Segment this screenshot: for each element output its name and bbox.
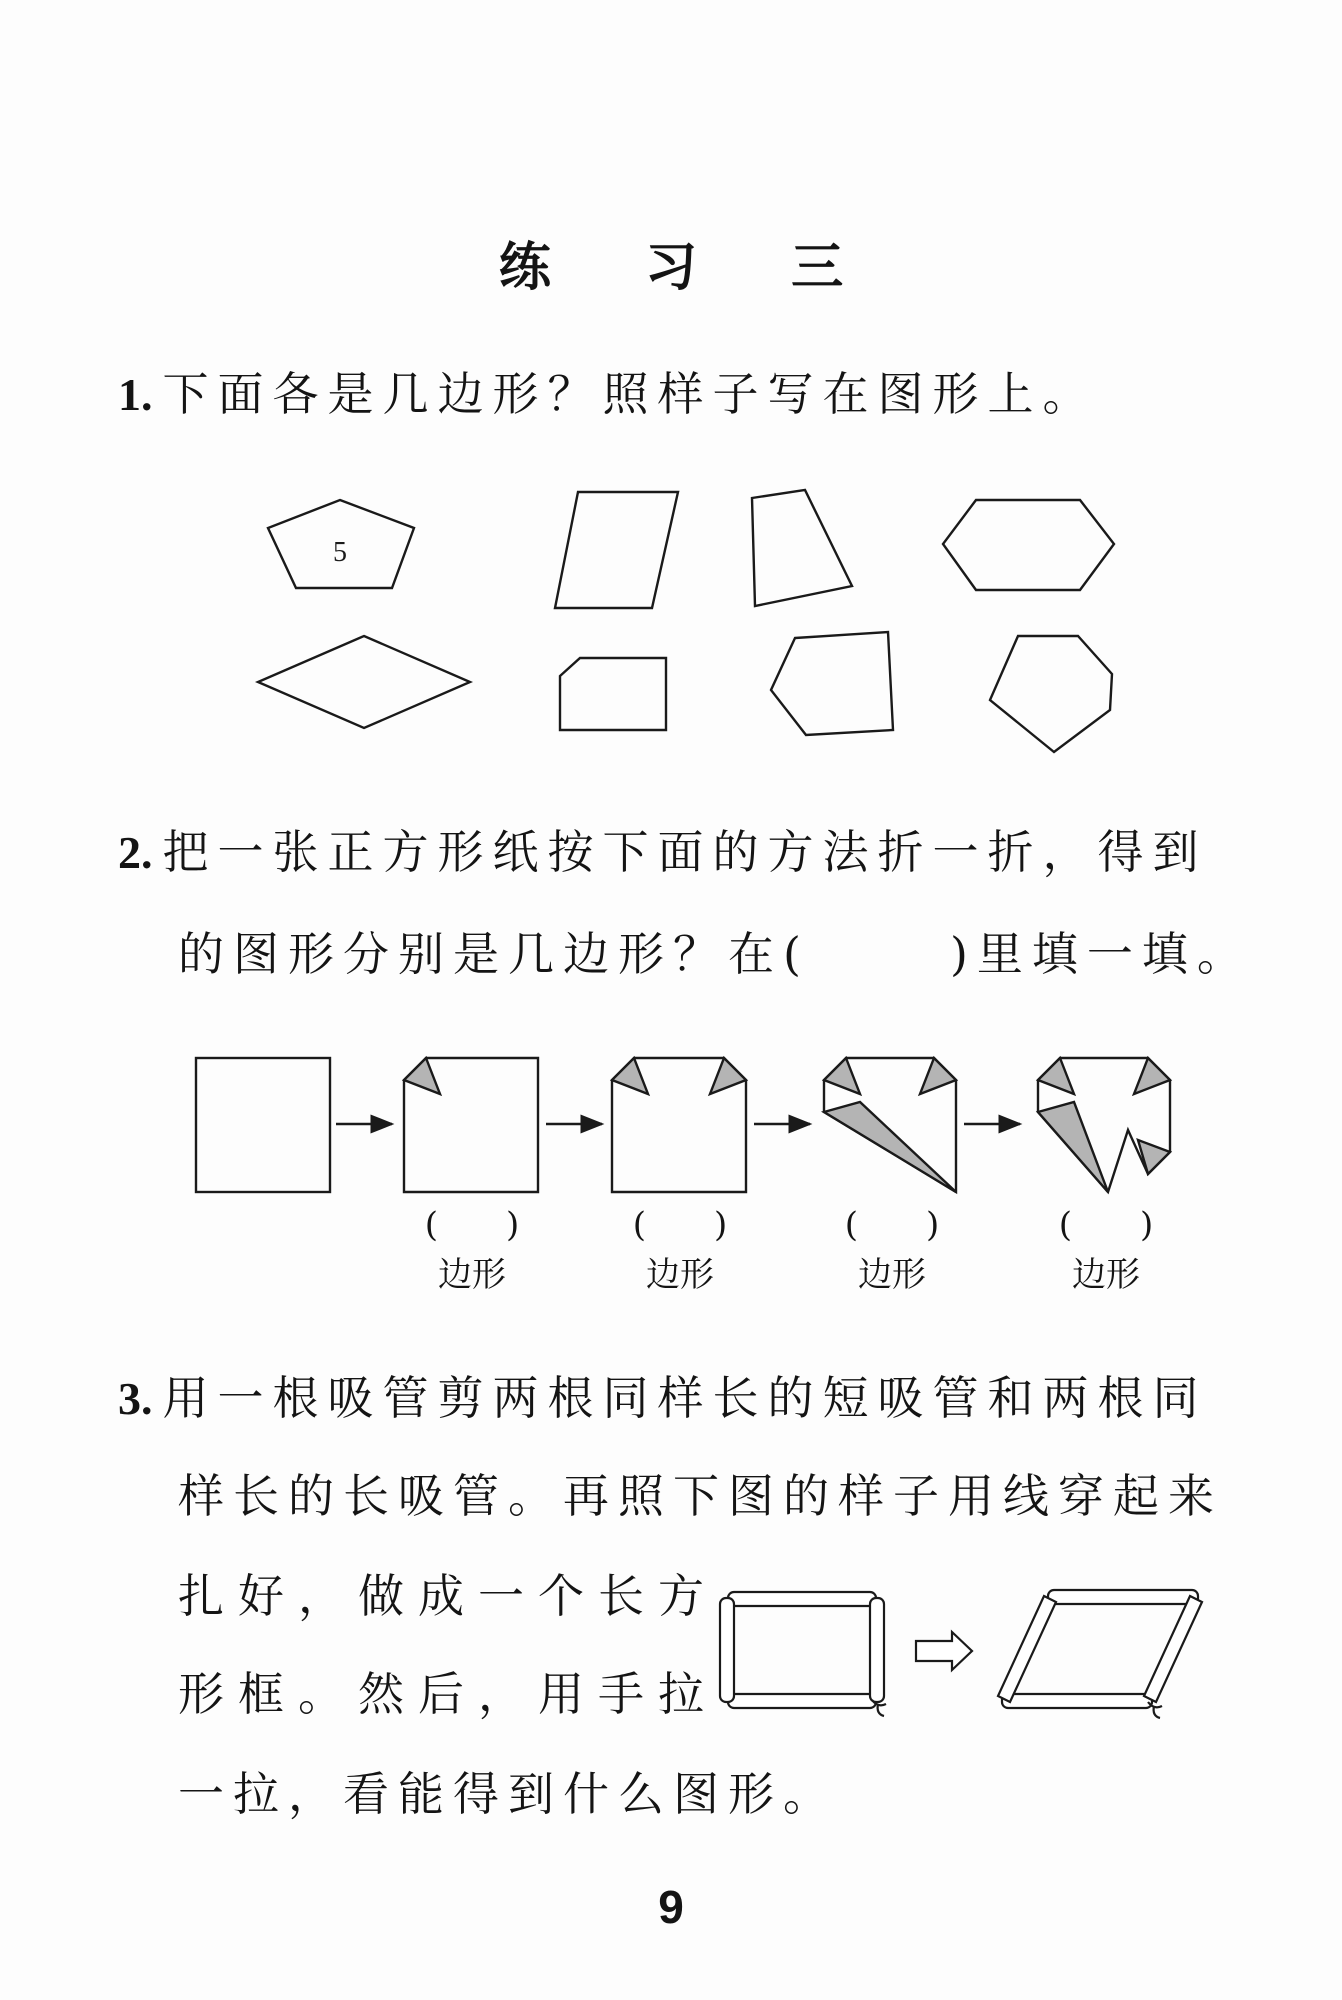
fold-step-2-unit: 边形 [438, 1255, 506, 1295]
hexagon-shape[interactable] [943, 500, 1114, 590]
q3-prompt-line5: 一拉，看能得到什么图形。 [178, 1767, 838, 1821]
fold-step-3-unit: 边形 [646, 1255, 714, 1295]
fold-step-5-unit: 边形 [1072, 1255, 1140, 1295]
q3-number: 3. [118, 1373, 153, 1424]
fold-step-5-caption [1036, 1200, 1176, 1300]
fold-step-1-square [196, 1058, 330, 1192]
fold-step-4-blank[interactable]: ( ) [844, 1205, 940, 1245]
irregular-hexagon-shape[interactable] [990, 636, 1112, 752]
page-title: 练 习 三 [498, 238, 882, 298]
pentagon-sample-label: 5 [333, 537, 347, 568]
fold-step-2-shape[interactable] [404, 1058, 538, 1192]
fold-step-5-blank[interactable]: ( ) [1058, 1205, 1154, 1245]
fold-step-4-caption [822, 1200, 962, 1300]
parallelogram-shape[interactable] [555, 492, 678, 608]
q1-prompt [118, 358, 1098, 424]
fold-step-4-shape[interactable] [824, 1058, 956, 1192]
q3-prompt-line4: 形框。然后，用手拉 [178, 1667, 718, 1721]
cut-corner-rectangle-shape[interactable] [560, 658, 666, 730]
fold-step-5-shape[interactable] [1038, 1058, 1170, 1192]
q2-text-line2-a: 的图形分别是几边形？在( [178, 927, 810, 981]
transform-arrow-icon [916, 1632, 972, 1670]
q1-number: 1. [118, 369, 153, 420]
q1-polygons-figure [0, 470, 1342, 770]
q3-straw-frame-figure [0, 1570, 1342, 1720]
q2-prompt-line2 [178, 918, 1252, 984]
q2-number: 2. [118, 827, 153, 878]
q3-prompt-line3: 扎好，做成一个长方 [178, 1569, 718, 1623]
fold-step-3-blank[interactable]: ( ) [632, 1205, 728, 1245]
fold-step-3-caption [610, 1200, 750, 1300]
fold-step-2-blank[interactable]: ( ) [424, 1205, 520, 1245]
fold-step-2-caption [402, 1200, 542, 1300]
q3-prompt-line2: 样长的长吸管。再照下图的样子用线穿起来 [178, 1469, 1223, 1523]
q3-text-line1: 用一根吸管剪两根同样长的短吸管和两根同 [162, 1371, 1208, 1425]
q2-text-line1: 把一张正方形纸按下面的方法折一折，得到 [162, 825, 1208, 879]
q2-folding-figure [0, 1040, 1342, 1200]
fold-step-4-unit: 边形 [858, 1255, 926, 1295]
trapezoid-shape[interactable] [752, 490, 852, 606]
q2-text-line2-b: )里填一填。 [949, 927, 1252, 981]
rectangle-straw-frame [720, 1592, 886, 1716]
rhombus-shape[interactable] [258, 636, 470, 728]
q1-text: 下面各是几边形？照样子写在图形上。 [162, 367, 1098, 421]
q3-prompt-line1 [118, 1362, 1208, 1428]
irregular-pentagon-shape[interactable] [771, 632, 893, 735]
fold-step-3-shape[interactable] [612, 1058, 746, 1192]
parallelogram-straw-frame [998, 1590, 1202, 1718]
page-number: 9 [658, 1881, 684, 1933]
q2-prompt-line1 [118, 816, 1208, 882]
